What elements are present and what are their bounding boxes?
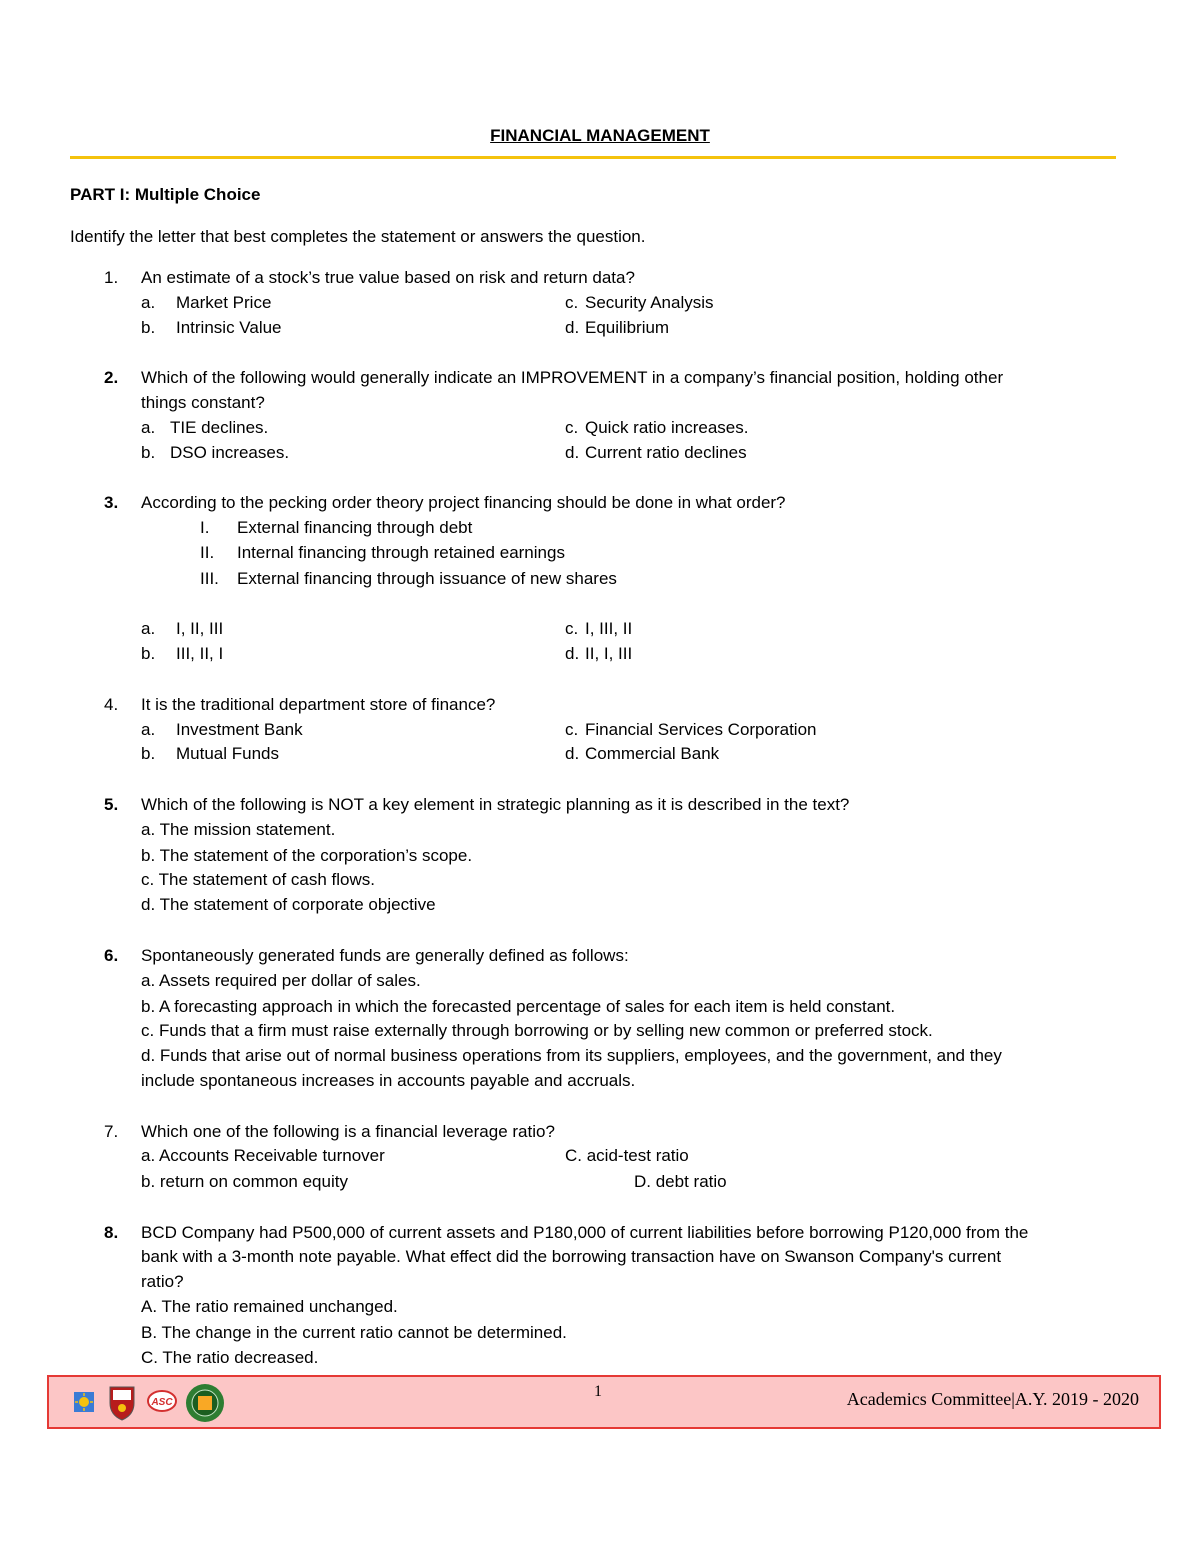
roman-number: II. [200,543,215,562]
choice-text: I, III, II [585,619,633,638]
footer-label: Academics Committee|A.Y. 2019 - 2020 [846,1389,1139,1409]
choice-letter: a. [141,619,156,638]
choice-text: Equilibrium [585,318,670,337]
roman-text: Internal financing through retained earnings [237,543,565,562]
choice-text: II, I, III [585,644,633,663]
question-text: BCD Company had P500,000 of current assets and P180,000 of current liabilities before borrowing P120,000 from the [141,1223,1029,1242]
choice-text: Intrinsic Value [176,318,282,337]
choice-line: a. Accounts Receivable turnover [141,1146,385,1165]
page-number: 1 [594,1383,602,1400]
choice-letter: d. [565,318,580,337]
question-text: things constant? [141,393,265,412]
choice-text: Commercial Bank [585,744,720,763]
choice-letter: b. [141,443,156,462]
question-text: Which one of the following is a financial leverage ratio? [141,1122,555,1141]
choice-text: I, II, III [176,619,224,638]
choice-text: DSO increases. [170,443,290,462]
choice-letter: c. [565,619,579,638]
choice-line: C. acid-test ratio [565,1146,689,1165]
choice-line: b. A forecasting approach in which the forecasted percentage of sales for each item is held constant. [141,997,896,1016]
choice-text: TIE declines. [170,418,269,437]
choice-letter: d. [565,744,580,763]
choice-text: Current ratio declines [585,443,747,462]
choice-text: Investment Bank [176,720,303,739]
question-number: 5. [104,795,119,814]
instruction-text: Identify the letter that best completes the statement or answers the question. [70,227,646,246]
choice-letter: a. [141,720,156,739]
question-number: 8. [104,1223,119,1242]
question-number: 6. [104,946,119,965]
choice-text: III, II, I [176,644,224,663]
sun-emblem-icon [73,1391,95,1418]
choice-line: b. return on common equity [141,1172,348,1191]
question-number: 1. [104,268,119,287]
choice-text: Market Price [176,293,272,312]
choice-line: c. Funds that a firm must raise externally through borrowing or by selling new common or preferred stock. [141,1021,933,1040]
question-text: It is the traditional department store of finance? [141,695,496,714]
choice-line: c. The statement of cash flows. [141,870,376,889]
choice-line: a. The mission statement. [141,820,336,839]
choice-letter: c. [565,293,579,312]
shield-crest-icon [107,1383,137,1426]
choice-line: b. The statement of the corporation’s scope. [141,846,473,865]
question-number: 3. [104,493,119,512]
question-text: An estimate of a stock’s true value based on risk and return data? [141,268,635,287]
choice-text: Mutual Funds [176,744,279,763]
question-number: 7. [104,1122,119,1141]
choice-letter: d. [565,443,580,462]
svg-text:ASC: ASC [151,1397,173,1408]
page-footer [47,1375,1161,1429]
question-text: Which of the following is NOT a key element in strategic planning as it is described in the text? [141,795,850,814]
question-number: 2. [104,368,119,387]
choice-line: B. The change in the current ratio cannot be determined. [141,1323,567,1342]
title-rule [70,156,1116,159]
choice-line: a. Assets required per dollar of sales. [141,971,421,990]
choice-letter: a. [141,418,156,437]
choice-letter: c. [565,418,579,437]
choice-letter: c. [565,720,579,739]
question-text: ratio? [141,1272,184,1291]
choice-line: include spontaneous increases in accounts payable and accruals. [141,1071,636,1090]
choice-line: A. The ratio remained unchanged. [141,1297,398,1316]
choice-letter: a. [141,293,156,312]
choice-line: d. The statement of corporate objective [141,895,436,914]
page-title: FINANCIAL MANAGEMENT [490,126,710,145]
choice-text: Financial Services Corporation [585,720,817,739]
choice-letter: b. [141,318,156,337]
choice-line: D. debt ratio [634,1172,727,1191]
question-number: 4. [104,695,119,714]
choice-letter: b. [141,744,156,763]
seal-book-icon [185,1383,225,1428]
roman-text: External financing through issuance of new shares [237,569,617,588]
choice-line: d. Funds that arise out of normal business operations from its suppliers, employees, and the government, and they [141,1046,1002,1065]
question-text: According to the pecking order theory project financing should be done in what order? [141,493,786,512]
roman-number: I. [200,518,210,537]
choice-text: Security Analysis [585,293,714,312]
asc-logo-icon [147,1389,177,1418]
part-heading: PART I: Multiple Choice [70,185,261,204]
roman-number: III. [200,569,219,588]
choice-letter: b. [141,644,156,663]
question-text: Spontaneously generated funds are generally defined as follows: [141,946,629,965]
question-text: Which of the following would generally indicate an IMPROVEMENT in a company’s financial position, holding other [141,368,1004,387]
choice-text: Quick ratio increases. [585,418,749,437]
question-text: bank with a 3-month note payable. What effect did the borrowing transaction have on Swanson Company's current [141,1247,1002,1266]
choice-line: C. The ratio decreased. [141,1348,319,1367]
choice-letter: d. [565,644,580,663]
roman-text: External financing through debt [237,518,473,537]
